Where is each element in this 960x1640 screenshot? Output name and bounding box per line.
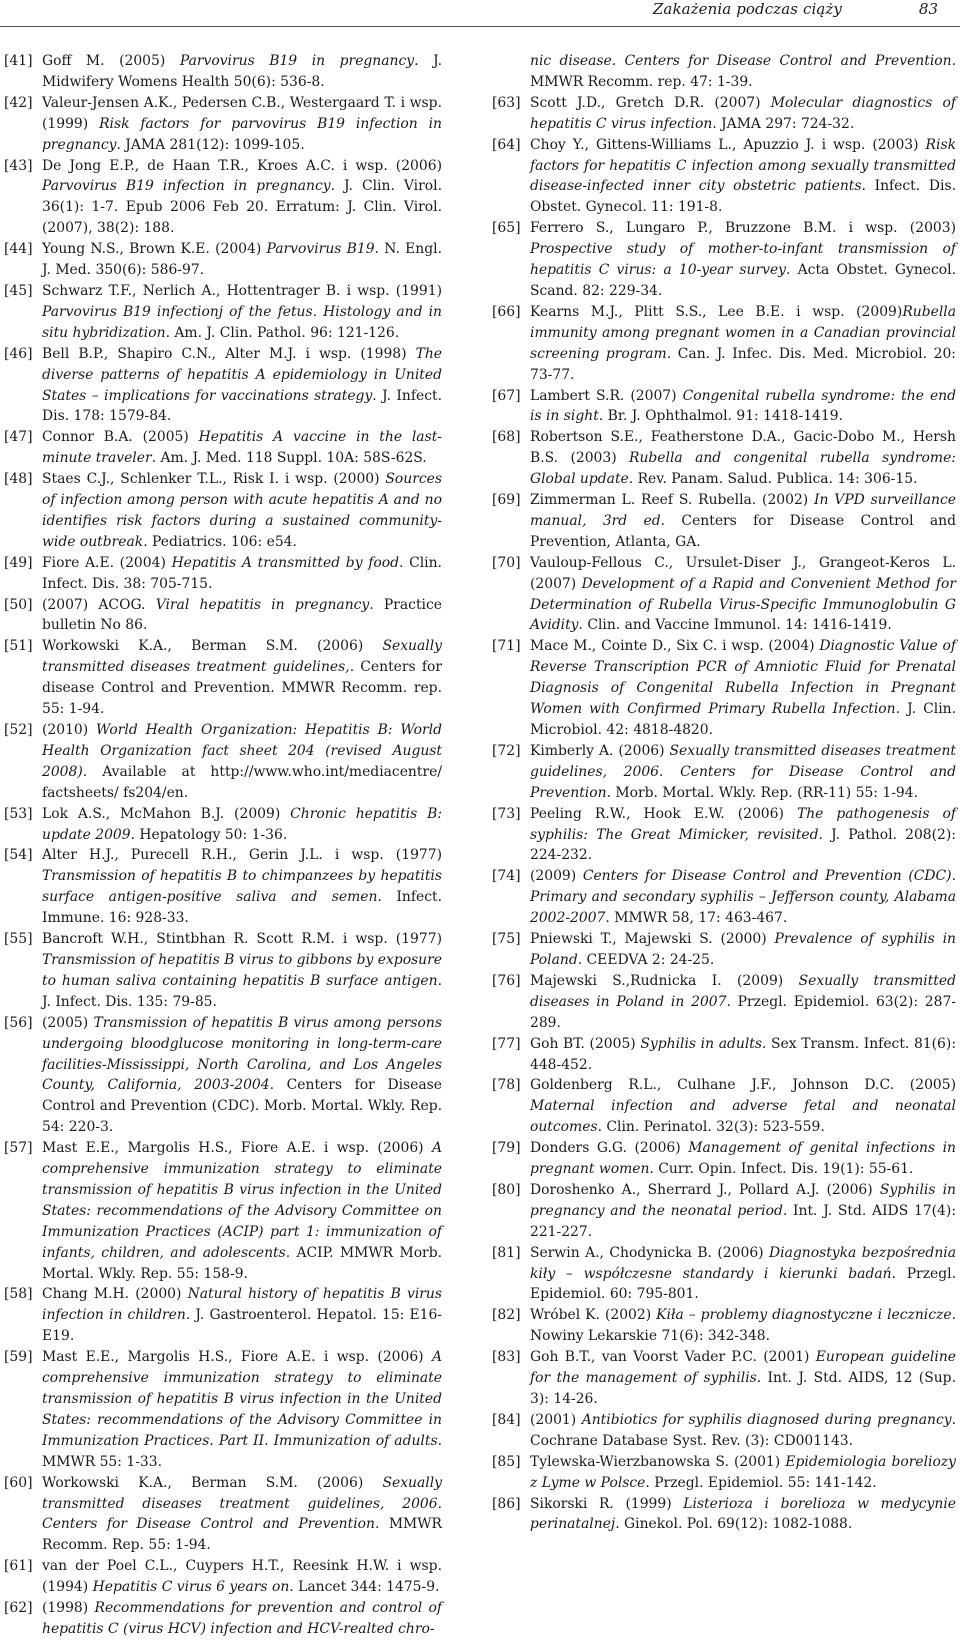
- reference-number: [82]: [492, 1307, 521, 1324]
- reference-title: Hepatitis A vaccine in the last-minute traveler: [42, 429, 442, 467]
- reference-title: Parvovirus B19 infection in pregnancy: [42, 178, 331, 195]
- reference-title: A comprehensive immunization strategy to eliminate transmission of hepatitis B virus infection in the United States: recommendations of the Advisory Committee on Immunization Practices (ACIP) part 1: immunization of infants, children, and adolescents: [42, 1140, 442, 1261]
- reference-title: Molecular diagnostics of hepatitis C virus infection: [530, 94, 956, 132]
- reference-number: [47]: [4, 429, 33, 446]
- reference-source: . Centers for Disease Control and Prevention, Atlanta, GA.: [530, 512, 956, 550]
- reference-source: . J. Pathol. 208(2): 224-232.: [530, 826, 956, 864]
- reference-entry: [4, 344, 442, 428]
- reference-source: . J. Infect. Dis. 178: 1579-84.: [42, 387, 442, 425]
- reference-number: [85]: [492, 1453, 521, 1470]
- reference-title: Sexually transmitted diseases treatment guidelines, 2006. Centers for Disease Control and Prevention: [42, 1474, 442, 1533]
- reference-title: Prevalence of syphilis in Poland: [530, 931, 957, 968]
- reference-number: [72]: [492, 742, 521, 759]
- reference-number: [71]: [492, 638, 521, 655]
- reference-number: [74]: [492, 868, 521, 885]
- reference-source: . Sex Transm. Infect. 81(6): 448-452.: [530, 1035, 956, 1073]
- reference-authors: Wróbel K. (2002): [530, 1307, 657, 1324]
- reference-entry: [492, 1347, 956, 1410]
- reference-number: [64]: [492, 136, 521, 153]
- reference-source: . Am. J. Clin. Pathol. 96: 121-126.: [165, 324, 400, 341]
- reference-authors: Goh BT. (2005): [530, 1035, 641, 1052]
- reference-title: Maternal infection and adverse fetal and neonatal outcomes: [530, 1098, 956, 1136]
- reference-source: . Infect. Immune. 16: 928-33.: [42, 889, 442, 927]
- reference-source: . Available at http://www.who.int/mediacentre/ factsheets/ fs204/en.: [42, 763, 442, 801]
- reference-source: . Am. J. Med. 118 Suppl. 10A: 58S-62S.: [151, 450, 427, 467]
- running-title: Zakażenia podczas ciąży: [652, 0, 842, 18]
- reference-title: Risk factors for parvovirus B19 infection in pregnancy: [42, 115, 442, 153]
- reference-title: Antibiotics for syphilis diagnosed during pregnancy: [581, 1411, 952, 1428]
- reference-entry: [492, 1410, 956, 1452]
- reference-number: [52]: [4, 722, 33, 738]
- reference-entry: [492, 302, 956, 386]
- reference-number: [58]: [4, 1286, 33, 1303]
- reference-authors: (2010): [42, 722, 97, 738]
- reference-number: [44]: [4, 241, 33, 258]
- reference-source: . Lancet 344: 1475-9.: [289, 1579, 440, 1596]
- reference-authors: Doroshenko A., Sherrard J., Pollard A.J. (2006): [530, 1181, 880, 1198]
- reference-authors: Lambert S.R. (2007): [530, 387, 683, 404]
- reference-source: . Int. J. Std. AIDS, 12 (Sup. 3): 14-26.: [530, 1370, 956, 1407]
- reference-source: . Br. J. Ophthalmol. 91: 1418-1419.: [598, 408, 843, 425]
- reference-title: Transmission of hepatitis B virus to gibbons by exposure to human saliva containing hepatitis B surface antigen: [42, 951, 442, 989]
- reference-title: Management of genital infections in pregnant women: [530, 1140, 957, 1178]
- reference-title: Syphilis in adults: [640, 1035, 762, 1052]
- page-header: [0, 0, 960, 28]
- reference-title: The pathogenesis of syphilis: The Great Mimicker, revisited: [530, 805, 957, 843]
- reference-authors: Peeling R.W., Hook E.W. (2006): [530, 805, 797, 822]
- reference-number: [60]: [4, 1474, 33, 1491]
- reference-title: Natural history of hepatitis B virus infection in children: [42, 1286, 443, 1324]
- reference-authors: Connor B.A. (2005): [42, 429, 199, 446]
- reference-source: . Przegl. Epidemiol. 60: 795-801.: [530, 1265, 956, 1303]
- reference-authors: Bell B.P., Shapiro C.N., Alter M.J. i wsp. (1998): [42, 345, 416, 362]
- reference-source: . Morb. Mortal. Wkly. Rep. (RR-11) 55: 1-94.: [606, 784, 919, 801]
- reference-title: Rubella and congenital rubella syndrome: Global update: [530, 450, 956, 488]
- reference-number: [68]: [492, 429, 521, 446]
- reference-authors: Alter H.J., Purecell R.H., Gerin J.L. i wsp. (1977): [42, 847, 442, 864]
- reference-title: Prospective study of mother-to-infant transmission of hepatitis C virus: a 10-year survey: [530, 241, 956, 279]
- reference-title: Epidemiologia boreliozy z Lyme w Polsce: [530, 1453, 957, 1491]
- reference-source: . CEEDVA 2: 24-25.: [577, 951, 715, 968]
- reference-number: [73]: [492, 805, 521, 822]
- reference-source: . MMWR Recomm. rep. 47: 1-39.: [530, 53, 956, 90]
- reference-title: Recommendations for prevention and control of hepatitis C (virus HCV) infection and HCV-realted chro-: [42, 1600, 442, 1637]
- reference-entry: [492, 93, 956, 135]
- reference-authors: Valeur-Jensen A.K., Pedersen C.B., Westergaard T. i wsp. (1999): [42, 94, 442, 132]
- reference-entry: [4, 595, 442, 637]
- reference-source: . J. Clin. Virol. 36(1): 1-7. Epub 2006 Feb 20. Erratum: J. Clin. Virol. (2007), 38(2): 188.: [42, 178, 442, 237]
- reference-number: [50]: [4, 596, 33, 613]
- reference-entry: [492, 553, 956, 637]
- reference-authors: Fiore A.E. (2004): [42, 554, 172, 571]
- reference-title: nic disease. Centers for Disease Control and Prevention: [530, 53, 952, 69]
- reference-authors: Lok A.S., McMahon B.J. (2009): [42, 805, 291, 822]
- reference-title: Viral hepatitis in pregnancy: [155, 596, 370, 613]
- reference-authors: Young N.S., Brown K.E. (2004): [42, 241, 267, 258]
- reference-entry: [492, 1180, 956, 1243]
- reference-entry: [492, 427, 956, 490]
- reference-authors: Donders G.G. (2006): [530, 1140, 689, 1157]
- reference-title: Diagnostyka bezpośrednia kiły – współczesne standardy i kierunki badań: [530, 1244, 956, 1282]
- reference-source: . Pediatrics. 106: e54.: [143, 533, 297, 550]
- reference-authors: Scott J.D., Gretch D.R. (2007): [530, 94, 771, 111]
- reference-authors: Sikorski R. (1999): [530, 1495, 684, 1512]
- reference-entry: [492, 804, 956, 867]
- reference-entry: [4, 1138, 442, 1284]
- header-rule: [0, 26, 960, 27]
- reference-source: . Centers for disease Control and Prevention. MMWR Recomm. rep. 55: 1-94.: [42, 659, 443, 718]
- reference-authors: (2009): [530, 868, 583, 885]
- reference-authors: Serwin A., Chodynicka B. (2006): [530, 1244, 770, 1261]
- reference-column-left: [4, 51, 442, 1640]
- reference-entry: [4, 1347, 442, 1472]
- reference-source: . Clin. Perinatol. 32(3): 523-559.: [597, 1119, 825, 1136]
- reference-number: [81]: [492, 1244, 521, 1261]
- reference-title: Kiła – problemy diagnostyczne i lecznicze: [656, 1307, 952, 1324]
- reference-number: [62]: [4, 1600, 33, 1617]
- reference-number: [45]: [4, 282, 33, 299]
- reference-title: European guideline for the management of syphilis: [530, 1349, 956, 1387]
- reference-title: Chronic hepatitis B: update 2009: [42, 805, 443, 843]
- reference-authors: (1998): [42, 1600, 95, 1617]
- reference-entry: [4, 281, 442, 344]
- reference-source: . Ginekol. Pol. 69(12): 1082-1088.: [615, 1516, 853, 1533]
- reference-source: . MMWR 55: 1-33.: [42, 1432, 442, 1470]
- reference-entry: [4, 1556, 442, 1598]
- reference-authors: De Jong E.P., de Haan T.R., Kroes A.C. i wsp. (2006): [42, 157, 442, 174]
- reference-authors: Schwarz T.F., Nerlich A., Hottentrager B. i wsp. (1991): [42, 282, 442, 299]
- reference-title: Development of a Rapid and Convenient Method for Determination of Rubella Virus-Specific Immunoglobulin G Avidity: [530, 575, 957, 634]
- reference-source: . Cochrane Database Syst. Rev. (3): CD001143.: [530, 1411, 956, 1449]
- reference-entry: [492, 1243, 956, 1306]
- reference-source: . Clin. Infect. Dis. 38: 705-715.: [42, 554, 442, 592]
- reference-authors: Kimberly A. (2006): [530, 742, 670, 759]
- reference-authors: Mace M., Cointe D., Six C. i wsp. (2004): [530, 638, 820, 655]
- reference-source: . Przegl. Epidemiol. 63(2): 287-289.: [530, 993, 956, 1031]
- reference-number: [61]: [4, 1558, 33, 1575]
- reference-source: . Curr. Opin. Infect. Dis. 19(1): 55-61.: [649, 1161, 914, 1178]
- reference-authors: Chang M.H. (2000): [42, 1286, 188, 1303]
- reference-source: . Hepatology 50: 1-36.: [130, 826, 288, 843]
- reference-entry: [492, 636, 956, 741]
- reference-title: Hepatitis C virus 6 years on: [92, 1579, 290, 1596]
- reference-number: [53]: [4, 805, 33, 822]
- reference-title: Hepatitis A transmitted by food: [171, 554, 399, 571]
- reference-source: . JAMA 297: 724-32.: [712, 115, 855, 132]
- reference-title: Parvovirus B19 in pregnancy: [179, 53, 415, 69]
- reference-authors: Robertson S.E., Featherstone D.A., Gacic-Dobo M., Hersh B.S. (2003): [530, 429, 956, 467]
- reference-authors: Ferrero S., Lungaro P., Bruzzone B.M. i wsp. (2003): [530, 220, 956, 237]
- reference-title: Congenital rubella syndrome: the end is in sight: [530, 387, 956, 425]
- reference-authors: (2007) ACOG.: [42, 596, 156, 613]
- reference-number: [49]: [4, 554, 33, 571]
- reference-entry: [492, 971, 956, 1034]
- reference-number: [66]: [492, 303, 521, 320]
- reference-source: . JAMA 281(12): 1099-105.: [116, 136, 305, 153]
- reference-entry: [492, 1305, 956, 1347]
- reference-source: . ACIP. MMWR Morb. Mortal. Wkly. Rep. 55: 158-9.: [42, 1244, 442, 1282]
- reference-number: [75]: [492, 931, 521, 948]
- reference-number: [67]: [492, 387, 521, 404]
- reference-title: World Health Organization: Hepatitis B: World Health Organization fact sheet 204 (revised August 2008): [42, 722, 442, 780]
- reference-title: Sexually transmitted diseases treatment guidelines,: [42, 638, 442, 676]
- reference-entry: [4, 845, 442, 929]
- reference-number: [59]: [4, 1349, 33, 1366]
- reference-authors: Bancroft W.H., Stintbhan R. Scott R.M. i wsp. (1977): [42, 931, 442, 948]
- reference-source: . Centers for Disease Control and Prevention (CDC). Morb. Mortal. Wkly. Rep. 54: 220-3.: [42, 1077, 442, 1136]
- reference-authors: (2001): [530, 1411, 582, 1428]
- reference-title: Syphilis in pregnancy and the neonatal period: [530, 1181, 956, 1219]
- reference-entry: [4, 1598, 442, 1640]
- reference-authors: Zimmerman L. Reef S. Rubella. (2002): [530, 492, 815, 509]
- reference-number: [42]: [4, 94, 33, 111]
- reference-authors: Tylewska-Wierzbanowska S. (2001): [530, 1453, 786, 1470]
- reference-entry: [4, 636, 442, 720]
- reference-number: [65]: [492, 220, 521, 237]
- reference-title: Parvovirus B19: [266, 241, 375, 258]
- reference-source: . Int. J. Std. AIDS 17(4): 221-227.: [530, 1202, 956, 1240]
- reference-source: . N. Engl. J. Med. 350(6): 586-97.: [42, 241, 442, 279]
- reference-authors: Goff M. (2005): [42, 53, 180, 69]
- reference-number: [70]: [492, 554, 521, 571]
- reference-authors: Majewski S.,Rudnicka I. (2009): [530, 972, 799, 989]
- reference-authors: Pniewski T., Majewski S. (2000): [530, 931, 775, 948]
- reference-title: Transmission of hepatitis B to chimpanzees by hepatitis surface antigen-positive saliva and semen: [42, 868, 442, 906]
- reference-title: Rubella immunity among pregnant women in a Canadian provincial screening program: [530, 303, 956, 362]
- reference-authors: Mast E.E., Margolis H.S., Fiore A.E. i wsp. (2006): [42, 1349, 432, 1366]
- reference-entry: [4, 1473, 442, 1557]
- reference-authors: (2005): [42, 1014, 94, 1031]
- reference-title: Sexually transmitted diseases in Poland in 2007: [530, 972, 956, 1010]
- reference-title: Transmission of hepatitis B virus among persons undergoing bloodglucose monitoring in long-term-care facilities-Mississippi, North Carolina, and Los Angeles County, California, 2003-2004: [42, 1014, 442, 1094]
- reference-entry: [4, 239, 442, 281]
- reference-source: . MMWR 58, 17: 463-467.: [605, 910, 788, 927]
- reference-entry: [4, 720, 442, 804]
- reference-number: [41]: [4, 53, 33, 69]
- reference-number: [69]: [492, 492, 521, 509]
- reference-source: . Przegl. Epidemiol. 55: 141-142.: [645, 1474, 877, 1491]
- reference-title: Sexually transmitted diseases treatment guidelines, 2006. Centers for Disease Control and Prevention: [530, 742, 956, 801]
- reference-entry: [4, 1013, 442, 1138]
- reference-source: . Nowiny Lekarskie 71(6): 342-348.: [530, 1307, 956, 1345]
- reference-number: [84]: [492, 1411, 521, 1428]
- reference-entry: [4, 804, 442, 846]
- reference-title: Listerioza i borelioza w medycynie perinatalnej: [530, 1495, 957, 1533]
- reference-number: [83]: [492, 1349, 521, 1366]
- reference-number: [80]: [492, 1181, 521, 1198]
- reference-entry: [4, 553, 442, 595]
- reference-number: [56]: [4, 1014, 33, 1031]
- reference-title: Sources of infection among person with acute hepatitis A and no identifies risk factors during a sustained community-wide outbreak: [42, 471, 442, 550]
- reference-number: [63]: [492, 94, 521, 111]
- reference-entry: [492, 1138, 956, 1180]
- reference-source: . Infect. Dis. Obstet. Gynecol. 11: 191-8.: [530, 178, 956, 216]
- reference-number: [55]: [4, 931, 33, 948]
- reference-number: [78]: [492, 1077, 521, 1094]
- reference-number: [77]: [492, 1035, 521, 1052]
- reference-authors: Staes C.J., Schlenker T.L., Risk I. i wsp. (2000): [42, 471, 386, 488]
- reference-source: . Acta Obstet. Gynecol. Scand. 82: 229-34.: [530, 262, 956, 299]
- reference-number: [51]: [4, 638, 33, 655]
- reference-entry: [4, 469, 442, 553]
- reference-number: [76]: [492, 972, 521, 989]
- reference-number: [86]: [492, 1495, 521, 1512]
- reference-authors: Vauloup-Fellous C., Ursulet-Diser J., Grangeot-Keros L. (2007): [530, 554, 956, 592]
- reference-title: A comprehensive immunization strategy to eliminate transmission of hepatitis B virus infection in the United States: recommendations of the Advisory Committee in Immunization Practices. Part II. Immunization of adults: [42, 1349, 442, 1449]
- reference-entry: [4, 93, 442, 156]
- reference-entry: [492, 1494, 956, 1536]
- reference-source: . Clin. and Vaccine Immunol. 14: 1416-1419.: [578, 617, 892, 634]
- reference-source: . Can. J. Infec. Dis. Med. Microbiol. 20: 73-77.: [530, 345, 956, 383]
- reference-source: . J. Clin. Microbiol. 42: 4818-4820.: [530, 701, 957, 738]
- reference-title: Parvovirus B19 infectionj of the fetus. Histology and in situ hybridization: [42, 303, 442, 341]
- reference-number: [43]: [4, 157, 33, 174]
- reference-source: . J. Midwifery Womens Health 50(6): 536-8.: [42, 53, 442, 90]
- reference-entry: [492, 866, 956, 929]
- reference-authors: Workowski K.A., Berman S.M. (2006): [42, 1474, 383, 1491]
- reference-entry: [492, 490, 956, 553]
- reference-title: In VPD surveillance manual, 3rd ed: [530, 492, 956, 529]
- reference-authors: van der Poel C.L., Cuypers H.T., Reesink H.W. i wsp. (1994): [42, 1558, 442, 1596]
- reference-source: . Practice bulletin No 86.: [42, 596, 442, 634]
- reference-entry: [4, 427, 442, 469]
- reference-entry: [492, 929, 956, 971]
- reference-entry: [4, 1284, 442, 1347]
- reference-number: [57]: [4, 1140, 33, 1157]
- reference-column-right: [492, 51, 956, 1535]
- reference-entry: [492, 741, 956, 804]
- reference-source: . Rev. Panam. Salud. Publica. 14: 306-15.: [628, 471, 918, 488]
- reference-authors: Workowski K.A., Berman S.M. (2006): [42, 638, 383, 655]
- reference-authors: Mast E.E., Margolis H.S., Fiore A.E. i wsp. (2006): [42, 1140, 432, 1157]
- reference-authors: Choy Y., Gittens-Williams L., Apuzzio J. i wsp. (2003): [530, 136, 926, 153]
- reference-entry: [492, 386, 956, 428]
- reference-number: [48]: [4, 471, 33, 488]
- reference-authors: Goldenberg R.L., Culhane J.F., Johnson D.C. (2005): [530, 1077, 956, 1094]
- reference-number: [54]: [4, 847, 33, 864]
- reference-entry: [492, 1075, 956, 1138]
- reference-entry: [492, 1034, 956, 1076]
- reference-number: [46]: [4, 345, 33, 362]
- reference-entry: [4, 51, 442, 93]
- reference-entry: [492, 135, 956, 219]
- reference-number: [79]: [492, 1140, 521, 1157]
- reference-entry: [4, 929, 442, 1013]
- page-number: 83: [918, 0, 938, 18]
- reference-title: The diverse patterns of hepatitis A epidemiology in United States – implications for vaccinations strategy: [42, 345, 442, 404]
- reference-entry: [492, 51, 956, 93]
- reference-title: Risk factors for hepatitis C infection among sexually transmitted disease-infected inner city obstetric patients: [530, 136, 956, 195]
- reference-source: . J. Infect. Dis. 135: 79-85.: [42, 972, 442, 1010]
- reference-authors: Goh B.T., van Voorst Vader P.C. (2001): [530, 1349, 816, 1366]
- reference-title: Centers for Disease Control and Prevention (CDC). Primary and secondary syphilis – Jefferson county, Alabama 2002-2007: [530, 868, 956, 927]
- reference-authors: Kearns M.J., Plitt S.S., Lee B.E. i wsp. (2009): [530, 303, 903, 320]
- reference-source: . J. Gastroenterol. Hepatol. 15: E16-E19.: [42, 1307, 442, 1345]
- reference-entry: [4, 156, 442, 240]
- reference-entry: [492, 1452, 956, 1494]
- reference-title: Diagnostic Value of Reverse Transcription PCR of Amniotic Fluid for Prenatal Diagnosis of Congenital Rubella Infection in Pregnant Women with Confirmed Primary Rubella Infection: [530, 638, 957, 718]
- reference-entry: [492, 218, 956, 302]
- reference-source: . MMWR Recomm. Rep. 55: 1-94.: [42, 1516, 442, 1554]
